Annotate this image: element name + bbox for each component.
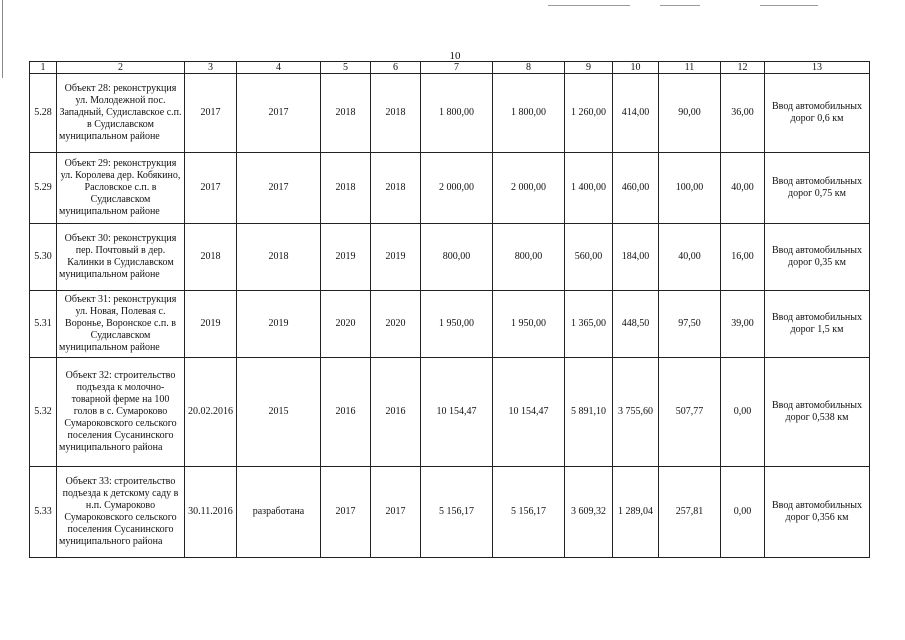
column-number: 12 xyxy=(721,62,765,74)
cell-col7: 2 000,00 xyxy=(421,153,493,224)
cell-col10: 184,00 xyxy=(613,224,659,291)
cell-col6: 2019 xyxy=(371,224,421,291)
cell-col7: 5 156,17 xyxy=(421,467,493,558)
column-number: 8 xyxy=(493,62,565,74)
cell-col9: 1 260,00 xyxy=(565,74,613,153)
object-description: Объект 29: реконструкция ул. Королева дер. Кобякино, Расловское с.п. в Судиславском муниципальном районе xyxy=(57,153,185,224)
cell-col11: 90,00 xyxy=(659,74,721,153)
cell-col12: 39,00 xyxy=(721,291,765,358)
cell-col10: 414,00 xyxy=(613,74,659,153)
cell-col12: 40,00 xyxy=(721,153,765,224)
object-description: Объект 30: реконструкция пер. Почтовый в дер. Калинки в Судиславском муниципальном районе xyxy=(57,224,185,291)
cell-col6: 2017 xyxy=(371,467,421,558)
cell-col6: 2016 xyxy=(371,358,421,467)
result-cell: Ввод автомобильных дорог 0,35 км xyxy=(765,224,870,291)
row-number: 5.31 xyxy=(30,291,57,358)
column-number: 6 xyxy=(371,62,421,74)
cell-col12: 0,00 xyxy=(721,358,765,467)
cell-col7: 1 800,00 xyxy=(421,74,493,153)
result-cell: Ввод автомобильных дорог 1,5 км xyxy=(765,291,870,358)
cell-col12: 0,00 xyxy=(721,467,765,558)
cell-col8: 1 800,00 xyxy=(493,74,565,153)
column-number: 1 xyxy=(30,62,57,74)
cell-col10: 448,50 xyxy=(613,291,659,358)
cell-col11: 40,00 xyxy=(659,224,721,291)
cell-col5: 2020 xyxy=(321,291,371,358)
result-cell: Ввод автомобильных дорог 0,6 км xyxy=(765,74,870,153)
cell-col4: 2015 xyxy=(237,358,321,467)
column-number: 10 xyxy=(613,62,659,74)
cell-col11: 100,00 xyxy=(659,153,721,224)
column-number: 5 xyxy=(321,62,371,74)
row-number: 5.32 xyxy=(30,358,57,467)
object-description: Объект 33: строительство подъезда к детскому саду в н.п. Сумароково Сумароковского сельского поселения Сусанинского муниципального района xyxy=(57,467,185,558)
object-description: Объект 31: реконструкция ул. Новая, Полевая с. Воронье, Воронское с.п. в Судиславском муниципальном районе xyxy=(57,291,185,358)
row-number: 5.30 xyxy=(30,224,57,291)
object-description: Объект 28: реконструкция ул. Молодежной пос. Западный, Судиславское с.п. в Судиславском муниципальном районе xyxy=(57,74,185,153)
table-row xyxy=(30,291,870,358)
table-row xyxy=(30,74,870,153)
result-cell: Ввод автомобильных дорог 0,75 км xyxy=(765,153,870,224)
cell-col3: 2017 xyxy=(185,74,237,153)
cell-col8: 1 950,00 xyxy=(493,291,565,358)
cell-col10: 3 755,60 xyxy=(613,358,659,467)
cell-col9: 560,00 xyxy=(565,224,613,291)
cell-col11: 97,50 xyxy=(659,291,721,358)
cell-col8: 10 154,47 xyxy=(493,358,565,467)
cell-col4: 2017 xyxy=(237,74,321,153)
column-number-row xyxy=(30,62,870,74)
table-row xyxy=(30,358,870,467)
column-number: 11 xyxy=(659,62,721,74)
cell-col8: 2 000,00 xyxy=(493,153,565,224)
cell-col11: 257,81 xyxy=(659,467,721,558)
column-number: 3 xyxy=(185,62,237,74)
cell-col7: 800,00 xyxy=(421,224,493,291)
result-cell: Ввод автомобильных дорог 0,538 км xyxy=(765,358,870,467)
column-number: 4 xyxy=(237,62,321,74)
cell-col4: 2017 xyxy=(237,153,321,224)
cell-col11: 507,77 xyxy=(659,358,721,467)
page-number: 10 xyxy=(449,50,461,62)
cell-col9: 3 609,32 xyxy=(565,467,613,558)
cell-col6: 2018 xyxy=(371,153,421,224)
cell-col4: 2019 xyxy=(237,291,321,358)
table-row xyxy=(30,153,870,224)
cell-col4: 2018 xyxy=(237,224,321,291)
cell-col5: 2019 xyxy=(321,224,371,291)
table-row xyxy=(30,467,870,558)
scan-left-edge xyxy=(2,0,3,78)
column-number: 2 xyxy=(57,62,185,74)
column-number: 9 xyxy=(565,62,613,74)
cell-col3: 2017 xyxy=(185,153,237,224)
cell-col5: 2018 xyxy=(321,74,371,153)
cell-col8: 5 156,17 xyxy=(493,467,565,558)
cell-col6: 2018 xyxy=(371,74,421,153)
cell-col3: 2018 xyxy=(185,224,237,291)
cell-col5: 2018 xyxy=(321,153,371,224)
scan-edge-line xyxy=(760,5,818,6)
cell-col10: 460,00 xyxy=(613,153,659,224)
result-cell: Ввод автомобильных дорог 0,356 км xyxy=(765,467,870,558)
cell-col7: 10 154,47 xyxy=(421,358,493,467)
cell-col8: 800,00 xyxy=(493,224,565,291)
cell-col10: 1 289,04 xyxy=(613,467,659,558)
cell-col7: 1 950,00 xyxy=(421,291,493,358)
cell-col3: 2019 xyxy=(185,291,237,358)
row-number: 5.29 xyxy=(30,153,57,224)
cell-col6: 2020 xyxy=(371,291,421,358)
cell-col3: 20.02.2016 xyxy=(185,358,237,467)
object-description: Объект 32: строительство подъезда к молочно-товарной ферме на 100 голов в с. Сумароково Сумароковского сельского поселения Сусанинского муниципального района xyxy=(57,358,185,467)
column-number: 7 xyxy=(421,62,493,74)
cell-col4: разработана xyxy=(237,467,321,558)
table-row xyxy=(30,224,870,291)
cell-col12: 36,00 xyxy=(721,74,765,153)
investment-table xyxy=(29,61,870,558)
cell-col5: 2017 xyxy=(321,467,371,558)
scan-edge-line xyxy=(548,5,630,6)
cell-col9: 1 400,00 xyxy=(565,153,613,224)
cell-col9: 1 365,00 xyxy=(565,291,613,358)
scan-edge-line xyxy=(660,5,700,6)
cell-col12: 16,00 xyxy=(721,224,765,291)
column-number: 13 xyxy=(765,62,870,74)
row-number: 5.33 xyxy=(30,467,57,558)
row-number: 5.28 xyxy=(30,74,57,153)
cell-col5: 2016 xyxy=(321,358,371,467)
cell-col3: 30.11.2016 xyxy=(185,467,237,558)
cell-col9: 5 891,10 xyxy=(565,358,613,467)
